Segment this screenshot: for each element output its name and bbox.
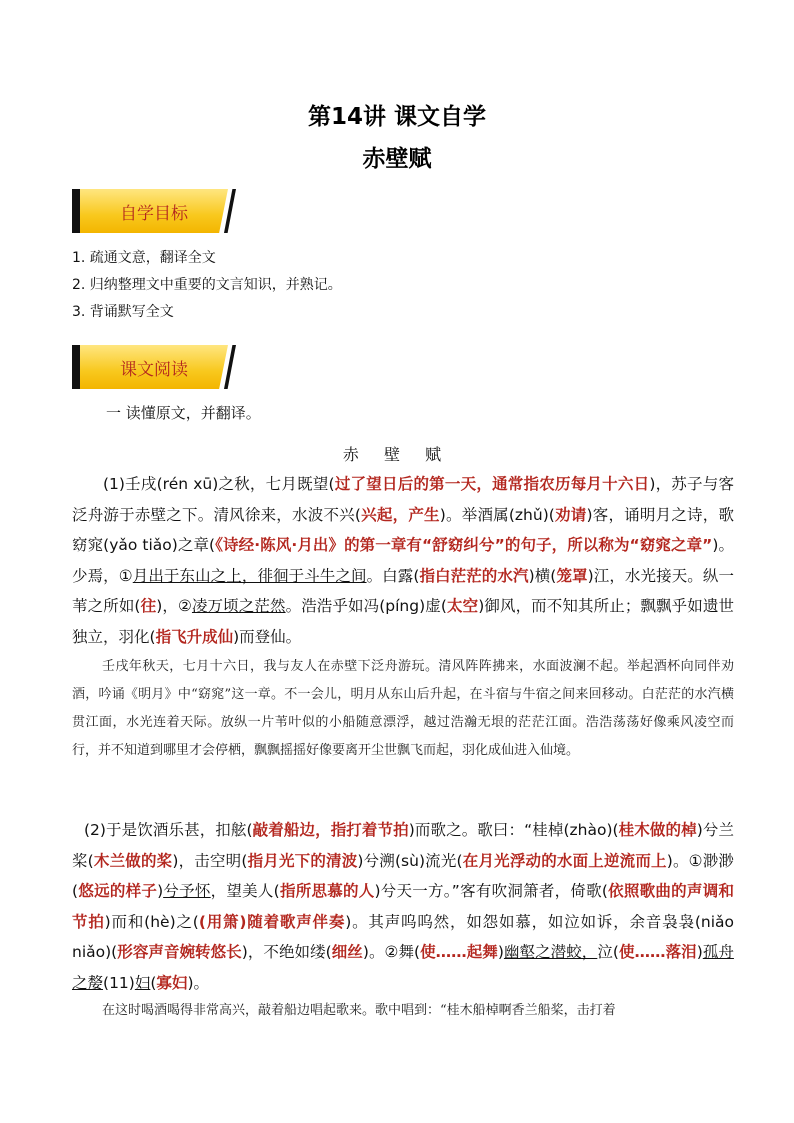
goals-list bbox=[72, 245, 342, 326]
text-span: )横( bbox=[528, 566, 557, 585]
text-span: )兮天一方。”客有吹洞箫者，倚歌( bbox=[374, 882, 608, 900]
annotation: 指飞升成仙 bbox=[155, 627, 234, 646]
annotation: 太空 bbox=[446, 597, 479, 615]
annotation: 笼罩 bbox=[556, 566, 588, 585]
annotation: 使……落泪 bbox=[618, 943, 697, 961]
annotation: 在月光浮动的水面上逆流而上 bbox=[462, 851, 667, 870]
text-span: )而歌之。歌曰：“桂棹(zhào)( bbox=[408, 821, 619, 839]
reading-banner bbox=[72, 345, 236, 389]
text-span: )，苏子与客泛舟游于赤壁之下。清风徐来，水波不兴( bbox=[72, 475, 734, 524]
text-span: )。举酒属(zhǔ)( bbox=[439, 505, 555, 524]
annotation: 兴起，产生 bbox=[360, 505, 440, 524]
text-span: ) bbox=[157, 882, 164, 900]
translation-paragraph-2: 在这时喝酒喝得非常高兴，敲着船边唱起歌来。歌中唱到：“桂木船棹啊香兰船桨，击打着 bbox=[102, 1003, 616, 1018]
text-span: )江，水光接天。纵一苇之所如( bbox=[72, 566, 734, 615]
section-heading: 一 读懂原文，并翻译。 bbox=[106, 404, 261, 422]
underlined-sentence: 月出于东山之上，徘徊于斗牛之间 bbox=[132, 566, 367, 585]
reading-banner-label: 课文阅读 bbox=[120, 360, 188, 380]
annotation: 往 bbox=[140, 597, 157, 615]
text-span: )。①渺渺( bbox=[72, 851, 734, 900]
goals-banner bbox=[72, 189, 236, 233]
goals-banner-label: 自学目标 bbox=[120, 204, 188, 224]
text-span: 。白露( bbox=[366, 566, 420, 585]
annotation: 指白茫茫的水汽 bbox=[419, 566, 529, 585]
annotation: 《诗经·陈风·月出》的第一章有“舒窈纠兮”的句子，所以称为“窈窕之章” bbox=[215, 536, 713, 554]
text-span: )。少焉，① bbox=[72, 536, 734, 585]
text-span: )，不绝如缕( bbox=[241, 943, 332, 961]
annotation: 指所思慕的人 bbox=[279, 882, 375, 900]
annotation: 依照歌曲的声调和节拍 bbox=[72, 882, 734, 931]
underlined-sentence: 孤舟之嫠 bbox=[72, 943, 734, 992]
text-span: )。 bbox=[187, 973, 209, 992]
text-paragraph-2 bbox=[72, 815, 734, 998]
page-title: 第14讲 课文自学 bbox=[307, 104, 486, 130]
annotation: 劝请 bbox=[554, 505, 587, 524]
annotation: 过了望日后的第一天，通常指农历每月十六日 bbox=[334, 475, 650, 493]
text-paragraph-1 bbox=[72, 469, 734, 652]
text-span: ( bbox=[150, 973, 157, 992]
banner-left-bar bbox=[72, 189, 80, 233]
text-span: )兮兰桨( bbox=[72, 821, 734, 870]
annotation: 悠远的样子 bbox=[78, 882, 158, 900]
text-span: ) bbox=[497, 943, 504, 961]
page-subtitle: 赤壁赋 bbox=[362, 146, 432, 172]
text-span: )。②舞( bbox=[362, 943, 421, 961]
text-span: 泣( bbox=[597, 943, 619, 961]
goal-item: 3. 背诵默写全文 bbox=[72, 304, 174, 320]
annotation: 敲着船边，指打着节拍 bbox=[252, 821, 409, 839]
annotation: 寡妇 bbox=[156, 973, 188, 992]
banner-left-bar bbox=[72, 345, 80, 389]
underlined-sentence: 妇 bbox=[134, 973, 151, 992]
underlined-sentence: 幽壑之潜蛟， bbox=[503, 943, 598, 961]
text-span: )兮溯(sù)流光( bbox=[357, 851, 463, 870]
text-span: )，② bbox=[156, 597, 192, 615]
text-span: ) bbox=[696, 943, 703, 961]
annotation: 指月光下的清波 bbox=[247, 851, 358, 870]
text-span: )而和(hè)之( bbox=[104, 912, 199, 931]
text-span: 。浩浩乎如冯(píng)虚( bbox=[285, 597, 447, 615]
text-span: (2)于是饮酒乐甚，扣舷( bbox=[84, 821, 253, 839]
text-span: (1)壬戌(rén xū)之秋，七月既望( bbox=[103, 475, 335, 493]
text-span: )客，诵明月之诗，歌窈窕(yǎo tiǎo)之章( bbox=[72, 505, 734, 554]
text-span: )。其声呜呜然，如怨如慕，如泣如诉，余音袅袅(niǎo niǎo)( bbox=[72, 912, 734, 961]
goal-item: 2. 归纳整理文中重要的文言知识，并熟记。 bbox=[72, 277, 342, 293]
annotation: 桂木做的棹 bbox=[618, 821, 697, 839]
annotation: 木兰做的桨 bbox=[93, 851, 173, 870]
poem-title: 赤 壁 赋 bbox=[342, 445, 452, 464]
annotation: 形容声音婉转悠长 bbox=[117, 943, 242, 961]
goal-item: 1. 疏通文意，翻译全文 bbox=[72, 250, 216, 266]
annotation: 使……起舞 bbox=[420, 943, 498, 961]
text-span: ，望美人( bbox=[210, 882, 280, 900]
underlined-sentence: 凌万顷之茫然 bbox=[191, 597, 286, 615]
underlined-sentence: 兮予怀 bbox=[163, 882, 211, 900]
annotation: (用箫)随着歌声伴奏 bbox=[198, 912, 346, 931]
text-span: (11) bbox=[103, 973, 135, 992]
text-span: )，击空明( bbox=[172, 851, 248, 870]
text-span: )御风，而不知其所止；飘飘乎如遗世独立，羽化( bbox=[72, 597, 734, 646]
annotation: 细丝 bbox=[331, 943, 363, 961]
text-span: )而登仙。 bbox=[233, 627, 302, 646]
translation-paragraph-1: 壬戌年秋天，七月十六日，我与友人在赤壁下泛舟游玩。清风阵阵拂来，水面波澜不起。举起酒杯向同伴劝酒，吟诵《明月》中“窈窕”这一章。不一会儿，明月从东山后升起，在斗宿与牛宿之间来回移动。白茫茫的水汽横贯江面，水光连着天际。放纵一片苇叶似的小船随意漂浮，越过浩瀚无垠的茫茫江面。浩浩荡荡好像乘风凌空而行，并不知道到哪里才会停栖，飘飘摇摇好像要离开尘世飘飞而起，羽化成仙进入仙境。 bbox=[72, 659, 734, 758]
